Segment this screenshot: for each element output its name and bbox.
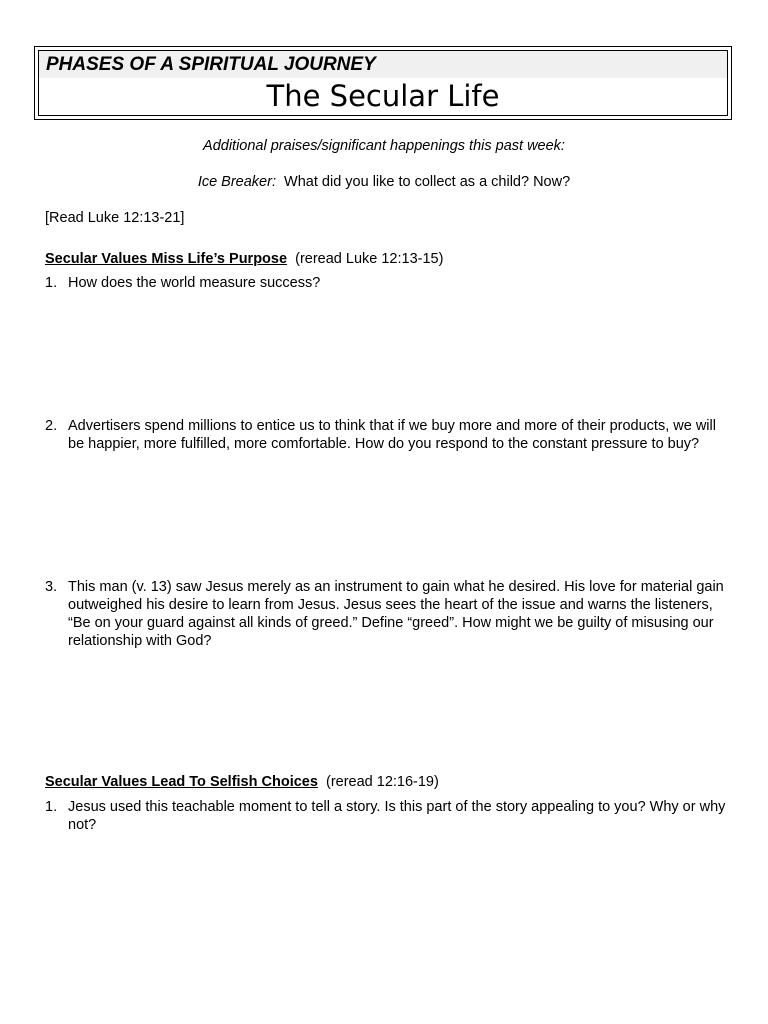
section-2-header	[45, 773, 439, 791]
title-inner-border	[38, 50, 728, 116]
question-number: 3.	[45, 579, 58, 595]
icebreaker-label: Ice Breaker:	[197, 174, 276, 190]
reading-instruction: [Read Luke 12:13-21]	[45, 210, 185, 226]
question-text: This man (v. 13) saw Jesus merely as an instrument to gain what he desired. His love for material gain outweighed his desire to learn from Jesus. Jesus sees the heart of the issue and warns the listeners, “Be on your guard against all kinds of greed.” Define “greed”. How might we be guilty of misusing our relationship with God?	[68, 579, 724, 649]
page-title: The Secular Life	[266, 79, 500, 113]
section-2-heading: Secular Values Lead To Selfish Choices	[45, 774, 318, 790]
question-text: How does the world measure success?	[68, 275, 321, 291]
question-text: Jesus used this teachable moment to tell a story. Is this part of the story appealing to you? Why or why not?	[68, 799, 726, 833]
section-1-header	[45, 250, 443, 268]
question-text: Advertisers spend millions to entice us to think that if we buy more and more of their products, we will be happier, more fulfilled, more comfortable. How do you respond to the constant pressure to buy?	[68, 418, 716, 452]
section-1-heading: Secular Values Miss Life’s Purpose	[45, 251, 288, 267]
icebreaker-question: What did you like to collect as a child? Now?	[284, 174, 571, 190]
section-1-ref: (reread Luke 12:13-15)	[295, 251, 444, 267]
series-kicker: PHASES OF A SPIRITUAL JOURNEY	[39, 51, 727, 78]
title-box	[34, 46, 732, 120]
question-number: 2.	[45, 418, 58, 434]
praises-prompt: Additional praises/significant happenings this past week:	[203, 138, 565, 154]
icebreaker-line	[0, 173, 768, 191]
question-number: 1.	[45, 275, 58, 291]
section-2-ref: (reread 12:16-19)	[325, 774, 439, 790]
question-number: 1.	[45, 799, 58, 815]
